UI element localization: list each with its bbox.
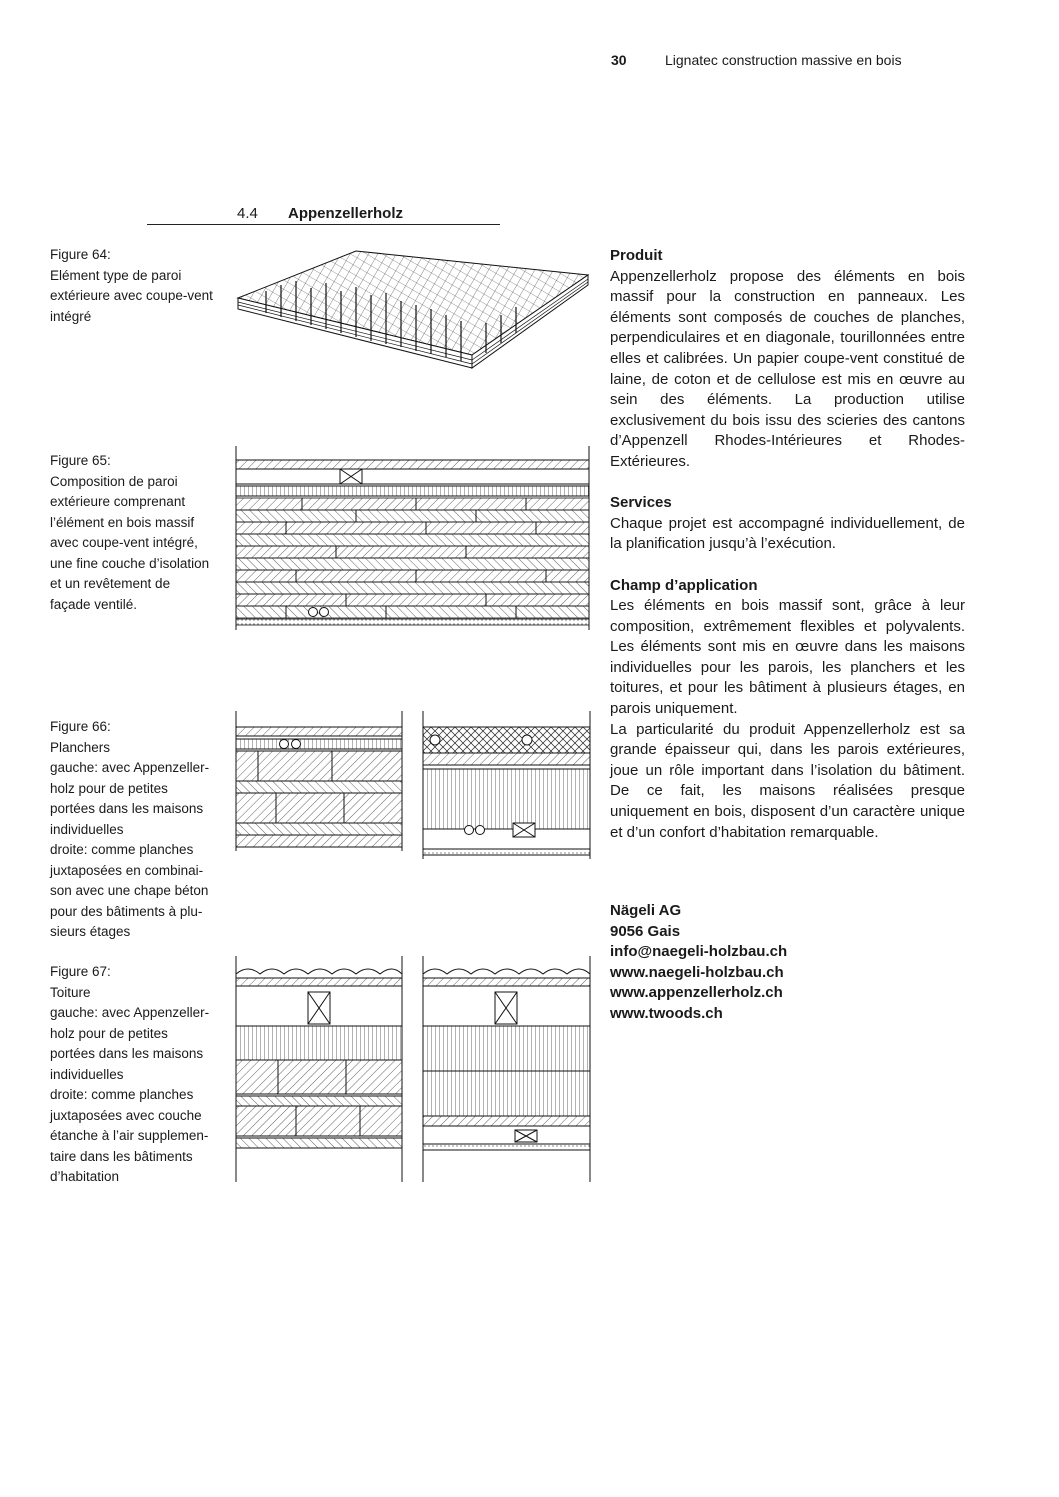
- produit-paragraph: Appenzellerholz propose des éléments en bois massif pour la construction en panneaux. Les éléments sont composés de couches de planches, perpendiculaires et en diagonale, tourillonnées entre elles et calibrées. Un papier coupe-vent constitué de laine, de coton et de cellulose est mis en œuvre au sein des éléments. La production utilise exclusivement du bois issu des scieries des cantons d’Appenzell Rhodes-Intérieures et Rhodes-Extérieures.: [610, 267, 965, 470]
- website-link-appenzellerholz[interactable]: www.appenzellerholz.ch: [610, 984, 783, 1002]
- caption-figure-67: Figure 67: Toiture gauche: avec Appenzeller- holz pour de petites portées dans les maisons individuelles droite: comme planches juxtaposées avec couche étanche à l’air supplemen- taire dans les bâtiments d’habitation: [50, 964, 210, 1184]
- services-heading: Services: [610, 494, 672, 512]
- caption-figure-65: Figure 65: Composition de paroi extérieure comprenant l’élément en bois massif avec coupe-vent intégré, une fine couche d’isolation et un revêtement de façade ventilé.: [50, 453, 210, 612]
- figure-65-wall-section: [236, 446, 591, 630]
- caption-figure-66: Figure 66: Planchers gauche: avec Appenzeller- holz pour de petites portées dans les maisons individuelles droite: comme planches juxtaposées en combinai- son avec une chape béton pour des bâtiments à plu- sieurs étages: [50, 719, 210, 939]
- section-rule: [147, 224, 500, 225]
- services-paragraph: Chaque projet est accompagné individuellement, de la planification jusqu’à l’exécution.: [610, 514, 965, 553]
- figure-66-floor-left: [236, 711, 403, 851]
- caption-figure-64: Figure 64: Elément type de paroi extérieure avec coupe-vent intégré: [50, 247, 213, 324]
- section-number: 4.4: [237, 205, 258, 222]
- company-address: 9056 Gais: [610, 922, 681, 940]
- running-title: Lignatec construction massive en bois: [665, 52, 902, 68]
- champ-paragraph-1: Les éléments en bois massif sont, grâce à leur composition, extrêmement flexibles et polyvalents. Les éléments sont mis en œuvre dans les maisons individuelles pour les parois, les planchers et les toitures, et pour les bâtiment à plusieurs étages, en parois uniquement.: [610, 597, 965, 718]
- website-link-twoods[interactable]: www.twoods.ch: [610, 1004, 723, 1022]
- figure-66-floor-right: [423, 711, 591, 859]
- figure-64-isometric-element: [236, 243, 591, 371]
- email-link[interactable]: info@naegeli-holzbau.ch: [610, 943, 788, 961]
- champ-heading: Champ d’application: [610, 576, 758, 594]
- contact-block: [610, 901, 787, 1025]
- company-name: Nägeli AG: [610, 902, 682, 919]
- figure-67-roof-right: [423, 956, 591, 1182]
- figure-67-roof-left: [236, 956, 403, 1182]
- body-text-column: [610, 246, 965, 843]
- champ-paragraph-2: La particularité du produit Appenzellerholz est sa grande épaisseur qui, dans les parois extérieures, joue un rôle important dans l’isolation du bâtiment. De ce fait, les maisons réalisées presque uniquement en bois, disposent d’un caractère unique et d’un confort d’habitation remarquable.: [610, 720, 965, 841]
- website-link-naegeli[interactable]: www.naegeli-holzbau.ch: [610, 963, 784, 981]
- section-title: Appenzellerholz: [288, 205, 404, 222]
- produit-heading: Produit: [610, 247, 663, 264]
- page-number: 30: [611, 52, 627, 68]
